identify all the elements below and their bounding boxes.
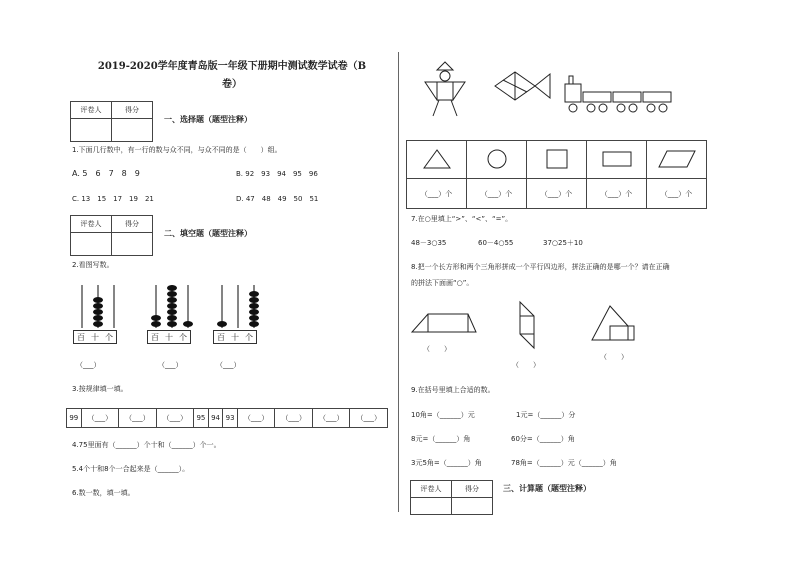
abacus-1-answer[interactable]: （___） (76, 361, 101, 369)
square-count[interactable]: （___）个 (527, 179, 587, 209)
grader-label: 评卷人 (71, 216, 112, 233)
shape-count-table (406, 140, 707, 209)
question-1: 1.下面几行数中，有一行的数与众不同，与众不同的是（ ）组。 (72, 146, 282, 154)
q9-item-6[interactable]: 78角=（______）元（______）角 (511, 459, 617, 467)
q8-answer-2[interactable]: （ ） (512, 361, 540, 369)
sequence-table: 99 （___） （___） （___） 95 94 93 （___） （___） （___） （___） (66, 408, 388, 428)
question-5: 5.4个十和8个一合起来是（______）。 (72, 465, 190, 473)
grader-cell[interactable] (71, 119, 112, 142)
column-divider (398, 52, 399, 512)
abacus-3 (217, 285, 259, 328)
square-shape (527, 141, 587, 179)
q7-item-1[interactable]: 48－3○35 (411, 239, 447, 247)
title-line-2: 卷） (222, 79, 242, 90)
exam-title (72, 58, 392, 94)
q1-option-a: A. 5 6 7 8 9 (72, 169, 140, 178)
abacus-2 (151, 285, 193, 328)
tangram-pictures (415, 60, 675, 130)
circle-count[interactable]: （___）个 (467, 179, 527, 209)
question-7: 7.在○里填上“>”、“<”、“=”。 (411, 215, 513, 223)
triangle-shape (407, 141, 467, 179)
rectangle-count[interactable]: （___）个 (587, 179, 647, 209)
abacus-2-label: 百 十 个 (147, 330, 191, 344)
grader-cell[interactable] (71, 233, 112, 256)
abacus-3-label: 百 十 个 (213, 330, 257, 344)
rectangle-shape (587, 141, 647, 179)
question-2: 2.看图写数。 (72, 261, 114, 269)
abacus-1-label: 百 十 个 (73, 330, 117, 344)
score-box-2 (70, 215, 153, 256)
score-box-1 (70, 101, 153, 142)
score-cell[interactable] (452, 498, 493, 515)
q1-option-d: D. 47 48 49 50 51 (236, 195, 319, 203)
title-line-1: 2019-2020学年度青岛版一年级下册期中测试数学试卷（B (97, 61, 367, 72)
score-label: 得分 (112, 216, 153, 233)
score-box-3 (410, 480, 493, 515)
score-cell[interactable] (112, 233, 153, 256)
option-3 (592, 306, 634, 340)
q7-item-3[interactable]: 37○25＋10 (543, 239, 583, 247)
q9-item-4[interactable]: 60分=（______）角 (511, 435, 575, 443)
score-label: 得分 (452, 481, 493, 498)
section-1-heading: 一、选择题（题型注释） (164, 115, 252, 124)
parallelogram-count[interactable]: （___）个 (647, 179, 707, 209)
grader-label: 评卷人 (71, 102, 112, 119)
question-6: 6.数一数，填一填。 (72, 489, 135, 497)
q1-option-c: C. 13 15 17 19 21 (72, 195, 154, 203)
q9-item-5[interactable]: 3元5角=（______）角 (411, 459, 482, 467)
question-4: 4.75里面有（______）个十和（______）个一。 (72, 441, 221, 449)
q9-item-2[interactable]: 1元=（______）分 (516, 411, 576, 419)
abacus-2-answer[interactable]: （___） (158, 361, 183, 369)
option-1 (412, 314, 476, 332)
abacus-3-answer[interactable]: （___） (216, 361, 241, 369)
abacus-1 (82, 285, 114, 328)
question-9: 9.在括号里填上合适的数。 (411, 386, 495, 394)
abacus-illustrations (72, 280, 272, 330)
question-8-line-2: 的拼法下面画“○”。 (411, 279, 474, 287)
parallelogram-options (410, 298, 650, 350)
fish-figure (495, 72, 550, 100)
train-figure (565, 76, 671, 112)
robot-figure (425, 62, 465, 116)
grader-label: 评卷人 (411, 481, 452, 498)
score-cell[interactable] (112, 119, 153, 142)
circle-shape (467, 141, 527, 179)
parallelogram-shape (647, 141, 707, 179)
section-2-heading: 二、填空题（题型注释） (164, 229, 252, 238)
q9-item-1[interactable]: 10角=（______）元 (411, 411, 475, 419)
triangle-count[interactable]: （___）个 (407, 179, 467, 209)
q7-item-2[interactable]: 60－4○55 (478, 239, 514, 247)
q8-answer-3[interactable]: （ ） (600, 353, 628, 361)
grader-cell[interactable] (411, 498, 452, 515)
q1-option-b: B. 92 93 94 95 96 (236, 170, 318, 178)
score-label: 得分 (112, 102, 153, 119)
option-2 (520, 302, 534, 348)
q8-answer-1[interactable]: （ ） (423, 345, 451, 353)
question-8-line-1: 8.把一个长方形和两个三角形拼成一个平行四边形，拼法正确的是哪一个？请在正确 (411, 263, 670, 271)
q9-item-3[interactable]: 8元=（______）角 (411, 435, 471, 443)
question-3: 3.按规律填一填。 (72, 385, 128, 393)
section-3-heading: 三、计算题（题型注释） (503, 484, 591, 493)
